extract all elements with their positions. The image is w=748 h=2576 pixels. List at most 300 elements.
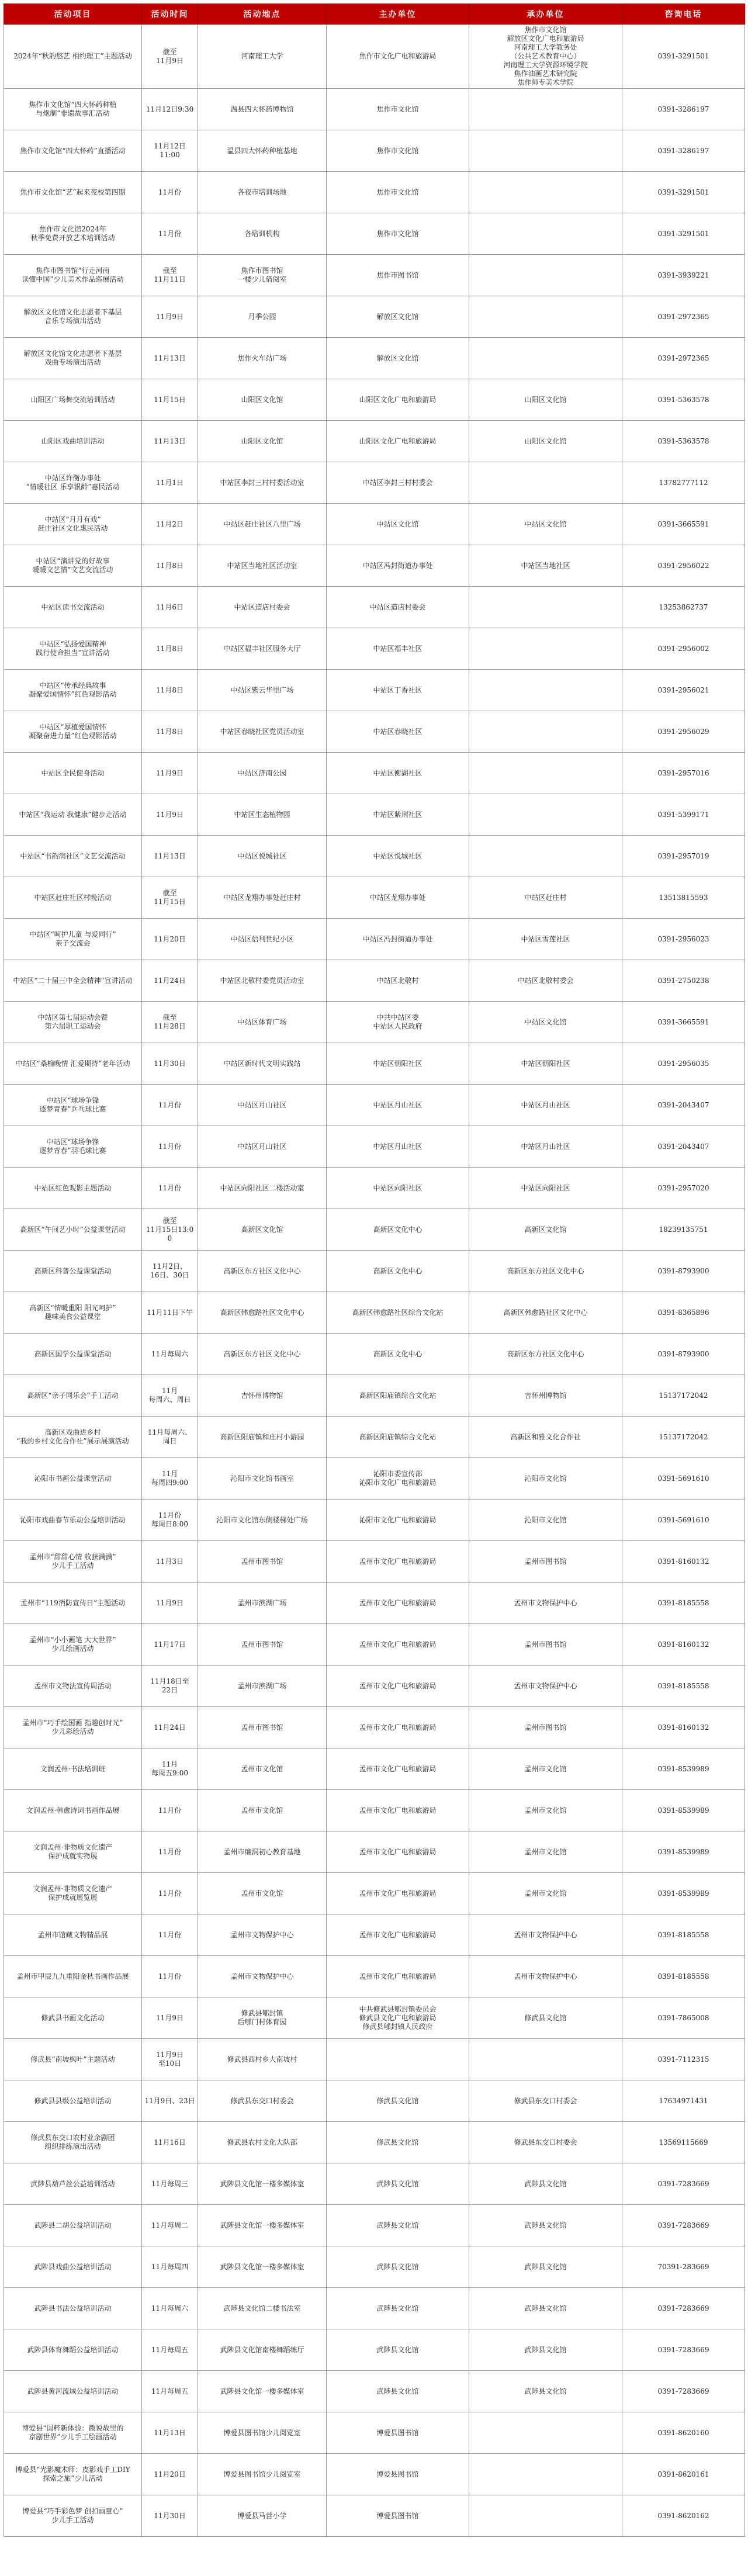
cell-time: 11月2日、 16日、30日 [142,1251,198,1292]
table-row [4,2454,745,2495]
cell-phone: 0391-5399171 [622,794,745,836]
cell-phone: 0391-3286197 [622,130,745,172]
cell-time: 11月13日 [142,338,198,379]
cell-undertaker [469,213,622,255]
cell-time: 11月6日 [142,587,198,628]
cell-location: 博爱县马营小学 [198,2495,327,2537]
cell-location: 中站区悦城社区 [198,836,327,877]
cell-activity: 武陟县体育舞蹈公益培训活动 [4,2329,142,2371]
table-row [4,89,745,130]
cell-undertaker [469,255,622,296]
table-row [4,1458,745,1500]
cell-undertaker: 修武县文化馆 [469,1997,622,2039]
cell-undertaker: 中站区向阳社区 [469,1168,622,1209]
cell-activity: 孟州市文物法宣传周活动 [4,1666,142,1707]
cell-phone: 0391-3291501 [622,213,745,255]
cell-location: 中站区当地社区活动室 [198,545,327,587]
table-row [4,296,745,338]
table-row [4,2246,745,2288]
cell-phone: 0391-5691610 [622,1458,745,1500]
cell-undertaker: 高新区东方社区文化中心 [469,1334,622,1375]
cell-phone: 0391-8620160 [622,2412,745,2454]
cell-location: 温县四大怀药种植基地 [198,130,327,172]
table-row [4,1126,745,1168]
table-row [4,1914,745,1956]
cell-undertaker: 孟州市文物保护中心 [469,1666,622,1707]
cell-phone: 0391-8539989 [622,1749,745,1790]
cell-location: 孟州市滨湖广场 [198,1666,327,1707]
cell-phone: 0391-8160132 [622,1541,745,1583]
cell-organizer: 中站区悦城社区 [327,836,469,877]
cell-organizer: 修武县文化馆 [327,2122,469,2163]
cell-organizer: 高新区阳庙镇综合文化站 [327,1375,469,1417]
table-row [4,2080,745,2122]
cell-location: 修武县东交口村委会 [198,2080,327,2122]
cell-activity: 中站区许衡办事处 “情暖社区 乐享银龄”惠民活动 [4,462,142,504]
cell-organizer: 中站区文化馆 [327,504,469,545]
cell-location: 中站区信利世纪小区 [198,919,327,960]
cell-organizer: 孟州市文化广电和旅游局 [327,1914,469,1956]
cell-location: 高新区阳庙镇和庄村小游园 [198,1417,327,1458]
cell-location: 高新区韩愈路社区文化中心 [198,1292,327,1334]
cell-activity: 高新区科普公益课堂活动 [4,1251,142,1292]
table-row [4,794,745,836]
cell-organizer: 武陟县文化馆 [327,2205,469,2246]
table-row [4,1002,745,1043]
cell-location: 中站区新时代文明实践站 [198,1043,327,1085]
cell-activity: 文润孟州·非物质文化遗产 保护成就实物展 [4,1831,142,1873]
cell-time: 截至 11月28日 [142,1002,198,1043]
header-organizer: 主办单位 [327,4,469,25]
cell-activity: 中站区“演讲党的好故事 暖暖文艺情”文艺交流活动 [4,545,142,587]
cell-location: 中站区李封三村村委活动室 [198,462,327,504]
cell-activity: 文润孟州·非物质文化遗产 保护成就展览展 [4,1873,142,1914]
cell-time: 11月15日 [142,379,198,421]
cell-time: 11月9日 至10日 [142,2039,198,2080]
cell-location: 中站区月山社区 [198,1126,327,1168]
cell-activity: 中站区“桑榆晚情 汇爱期待”老年活动 [4,1043,142,1085]
cell-activity: 山阳区广场舞交流培训活动 [4,379,142,421]
cell-activity: 中站区“球场争锋 逐梦青春”羽毛球比赛 [4,1126,142,1168]
cell-organizer: 高新区文化中心 [327,1209,469,1251]
cell-time: 11月每周三 [142,2163,198,2205]
cell-undertaker [469,753,622,794]
table-row [4,2412,745,2454]
cell-phone: 0391-8793900 [622,1251,745,1292]
cell-activity: 中站区“二十届三中全会精神”宣讲活动 [4,960,142,1002]
cell-time: 11月 每周六、周日 [142,1375,198,1417]
cell-undertaker: 武陟县文化馆 [469,2163,622,2205]
cell-activity: 修武县县级公益培训活动 [4,2080,142,2122]
header-location: 活动地点 [198,4,327,25]
cell-undertaker: 孟州市文化馆 [469,1790,622,1831]
cell-phone: 15137172042 [622,1417,745,1458]
cell-phone: 0391-8539989 [622,1873,745,1914]
cell-activity: 修武县东交口农村业余剧团 组织排练演出活动 [4,2122,142,2163]
cell-organizer: 中站区春晓社区 [327,711,469,753]
cell-organizer: 高新区文化中心 [327,1334,469,1375]
cell-phone: 0391-7283669 [622,2329,745,2371]
cell-time: 11月每周六 [142,2288,198,2329]
cell-time: 11月8日 [142,628,198,670]
cell-activity: 武陟县黄河流域公益培训活动 [4,2371,142,2412]
table-row [4,504,745,545]
cell-organizer: 孟州市文化广电和旅游局 [327,1831,469,1873]
cell-undertaker [469,670,622,711]
cell-undertaker [469,836,622,877]
cell-location: 武陟县文化馆一楼多媒体室 [198,2163,327,2205]
cell-phone: 0391-5363578 [622,421,745,462]
cell-activity: 解放区文化馆文化志愿者下基层 音乐专场演出活动 [4,296,142,338]
cell-organizer: 武陟县文化馆 [327,2246,469,2288]
cell-activity: 焦作市文化馆“四大怀药种植 与炮制”非遗故事汇活动 [4,89,142,130]
cell-activity: 焦作市图书馆“行走河南 读懂中国”少儿美术作品巡展活动 [4,255,142,296]
table-row [4,1956,745,1997]
cell-location: 中站区赶庄社区八里广场 [198,504,327,545]
cell-location: 修武县农村文化大队部 [198,2122,327,2163]
table-row [4,2163,745,2205]
cell-organizer: 焦作市文化馆 [327,130,469,172]
cell-time: 11月20日 [142,2454,198,2495]
cell-location: 孟州市图书馆 [198,1541,327,1583]
cell-time: 11月份 [142,172,198,213]
cell-undertaker: 武陟县文化馆 [469,2329,622,2371]
cell-activity: 中站区红色观影主题活动 [4,1168,142,1209]
cell-phone: 0391-7283669 [622,2371,745,2412]
cell-organizer: 解放区文化馆 [327,338,469,379]
cell-activity: 孟州市“小小画笔 大大世界” 少儿绘画活动 [4,1624,142,1666]
table-row [4,462,745,504]
cell-activity: 中站区第七届运动会暨 第六届职工运动会 [4,1002,142,1043]
cell-organizer: 焦作市文化馆 [327,172,469,213]
cell-time: 11月份 [142,1831,198,1873]
cell-organizer: 中站区月山社区 [327,1085,469,1126]
table-row [4,1624,745,1666]
cell-undertaker: 孟州市文物保护中心 [469,1914,622,1956]
cell-location: 中站区向阳社区二楼活动室 [198,1168,327,1209]
cell-undertaker [469,89,622,130]
cell-undertaker: 武陟县文化馆 [469,2205,622,2246]
cell-activity: 高新区国学公益课堂活动 [4,1334,142,1375]
table-row [4,1375,745,1417]
cell-phone: 0391-3939221 [622,255,745,296]
cell-activity: 博爱县“巧手彩色梦 创扣画童心” 少儿手工活动 [4,2495,142,2537]
cell-undertaker: 吉怀州博物馆 [469,1375,622,1417]
cell-undertaker: 中站区当地社区 [469,545,622,587]
cell-organizer: 中站区向阳社区 [327,1168,469,1209]
cell-time: 11月份 [142,1790,198,1831]
cell-activity: 文润孟州·韩愈诗词书画作品展 [4,1790,142,1831]
cell-activity: 高新区“亲子同乐会”手工活动 [4,1375,142,1417]
cell-time: 11月24日 [142,1707,198,1749]
table-row [4,1749,745,1790]
cell-time: 11月份 [142,1873,198,1914]
table-row [4,1334,745,1375]
cell-time: 11月12日9:30 [142,89,198,130]
table-row [4,1500,745,1541]
cell-time: 截至 11月9日 [142,25,198,89]
cell-phone: 0391-2957019 [622,836,745,877]
table-body [4,25,745,2537]
cell-location: 中站区体育广场 [198,1002,327,1043]
table-row [4,1707,745,1749]
table-row [4,836,745,877]
cell-activity: 沁阳市戏曲春节乐动公益培训活动 [4,1500,142,1541]
cell-organizer: 中站区造店村委会 [327,587,469,628]
cell-phone: 0391-8185558 [622,1583,745,1624]
cell-time: 11月8日 [142,670,198,711]
cell-phone: 13253862737 [622,587,745,628]
cell-activity: 中站区读书交流活动 [4,587,142,628]
table-row [4,1043,745,1085]
cell-organizer: 博爱县图书馆 [327,2454,469,2495]
table-row [4,213,745,255]
cell-phone: 70391-283669 [622,2246,745,2288]
cell-time: 截至 11月15日 [142,877,198,919]
cell-organizer: 孟州市文化广电和旅游局 [327,1956,469,1997]
cell-location: 武陟县文化馆一楼多媒体室 [198,2371,327,2412]
cell-phone: 0391-8160132 [622,1624,745,1666]
cell-organizer: 孟州市文化广电和旅游局 [327,1790,469,1831]
cell-phone: 0391-2972365 [622,338,745,379]
cell-location: 沁阳市文化馆东侧楼梯处广场 [198,1500,327,1541]
table-row [4,1873,745,1914]
cell-undertaker: 中站区北敬村委会 [469,960,622,1002]
cell-phone: 0391-2972365 [622,296,745,338]
cell-time: 截至 11月15日13:00 [142,1209,198,1251]
table-row [4,1085,745,1126]
cell-activity: 博爱县“光影魔术师：皮影戏手工DIY 探索之旅”少儿活动 [4,2454,142,2495]
cell-undertaker [469,2454,622,2495]
cell-location: 中站区月山社区 [198,1085,327,1126]
cell-activity: 中站区“呵护儿童 与爱同行” 亲子交流会 [4,919,142,960]
cell-phone: 0391-2956029 [622,711,745,753]
cell-phone: 0391-2750238 [622,960,745,1002]
activity-sheet [4,4,744,2537]
cell-activity: 沁阳市书画公益课堂活动 [4,1458,142,1500]
table-row [4,1541,745,1583]
table-row [4,1997,745,2039]
cell-phone: 0391-7283669 [622,2205,745,2246]
cell-undertaker: 孟州市文化馆 [469,1749,622,1790]
cell-time: 11月13日 [142,421,198,462]
cell-organizer: 孟州市文化广电和旅游局 [327,1666,469,1707]
cell-organizer: 中站区丁香社区 [327,670,469,711]
cell-time: 11月13日 [142,2412,198,2454]
cell-organizer: 沁阳市委宣传部 沁阳市文化广电和旅游局 [327,1458,469,1500]
cell-location: 孟州市图书馆 [198,1624,327,1666]
cell-time: 11月30日 [142,1043,198,1085]
cell-activity: 中站区全民健身活动 [4,753,142,794]
cell-organizer: 中站区李封三村村委会 [327,462,469,504]
cell-phone: 0391-5691610 [622,1500,745,1541]
table-row [4,2495,745,2537]
table-row [4,379,745,421]
cell-phone: 13782777112 [622,462,745,504]
cell-time: 11月3日 [142,1541,198,1583]
cell-activity: 中站区“我运动 我健康”健步走活动 [4,794,142,836]
cell-location: 博爱县图书馆少儿阅览室 [198,2454,327,2495]
cell-organizer: 山阳区文化广电和旅游局 [327,379,469,421]
cell-undertaker: 中站区赶庄村 [469,877,622,919]
cell-activity: 焦作市文化馆“四大怀药”直播活动 [4,130,142,172]
cell-time: 11月13日 [142,836,198,877]
cell-phone: 0391-8620161 [622,2454,745,2495]
cell-phone: 0391-2956002 [622,628,745,670]
cell-undertaker: 中站区文化馆 [469,504,622,545]
cell-organizer: 中站区月山社区 [327,1126,469,1168]
table-row [4,587,745,628]
cell-organizer: 中站区福丰社区 [327,628,469,670]
cell-undertaker [469,2495,622,2537]
cell-organizer: 中站区北敬村 [327,960,469,1002]
cell-undertaker: 武陟县文化馆 [469,2288,622,2329]
cell-undertaker: 中站区文化馆 [469,1002,622,1043]
cell-undertaker: 孟州市图书馆 [469,1707,622,1749]
cell-time: 11月11日下午 [142,1292,198,1334]
cell-location: 中站区龙翔办事处赶庄村 [198,877,327,919]
table-row [4,753,745,794]
cell-activity: 高新区“情暖重阳 阳光呵护” 趣味美食公益课堂 [4,1292,142,1334]
cell-undertaker: 修武县东交口村委会 [469,2080,622,2122]
cell-activity: 博爱县“国粹新体验：微说故里的 京剧世界”少儿手工绘画活动 [4,2412,142,2454]
cell-activity: 中站区“厚植爱国情怀 凝聚奋进力量”红色观影活动 [4,711,142,753]
cell-location: 孟州市文物保护中心 [198,1956,327,1997]
cell-undertaker: 山阳区文化馆 [469,421,622,462]
cell-time: 11月每周二 [142,2205,198,2246]
cell-undertaker [469,2039,622,2080]
cell-location: 修武县西村乡大南坡村 [198,2039,327,2080]
cell-activity: 2024年“秋韵悠艺 相约理工”主题活动 [4,25,142,89]
table-row [4,172,745,213]
table-row [4,2039,745,2080]
cell-undertaker: 山阳区文化馆 [469,379,622,421]
cell-phone: 0391-2956022 [622,545,745,587]
cell-time: 11月每周六 [142,1334,198,1375]
cell-organizer: 中共修武县郇封镇委员会 修武县文化广电和旅游局 修武县郇封镇人民政府 [327,1997,469,2039]
cell-activity: 孟州市馆藏文物精品展 [4,1914,142,1956]
table-row [4,628,745,670]
cell-time: 11月份 [142,1085,198,1126]
activity-table [4,4,745,2537]
table-row [4,711,745,753]
cell-activity: 孟州市“119消防宣传日”主题活动 [4,1583,142,1624]
cell-undertaker: 中站区月山社区 [469,1085,622,1126]
cell-organizer: 中站区朝阳社区 [327,1043,469,1085]
table-row [4,960,745,1002]
cell-activity: 中站区“球场争锋 逐梦青春”乒乓球比赛 [4,1085,142,1126]
cell-location: 武陟县文化馆一楼多媒体室 [198,2205,327,2246]
cell-time: 截至 11月11日 [142,255,198,296]
cell-activity: 焦作市文化馆“艺”起来夜校第四期 [4,172,142,213]
table-row [4,670,745,711]
cell-undertaker [469,172,622,213]
cell-undertaker: 高新区东方社区文化中心 [469,1251,622,1292]
cell-location: 山阳区文化馆 [198,379,327,421]
cell-activity: 焦作市文化馆2024年 秋季免费开放艺术培训活动 [4,213,142,255]
cell-phone: 0391-2043407 [622,1085,745,1126]
header-undertaker: 承办单位 [469,4,622,25]
cell-organizer: 中站区冯封街道办事处 [327,919,469,960]
cell-location: 高新区文化馆 [198,1209,327,1251]
cell-activity: 武陟县葫芦丝公益培训活动 [4,2163,142,2205]
cell-phone: 0391-3665591 [622,1002,745,1043]
cell-location: 武陟县文化馆二楼书法室 [198,2288,327,2329]
cell-activity: 高新区戏曲进乡村 “我的乡村文化合作社”展示展演活动 [4,1417,142,1458]
table-row [4,2288,745,2329]
table-row [4,1417,745,1458]
cell-phone: 0391-5363578 [622,379,745,421]
cell-location: 中站区济南公园 [198,753,327,794]
cell-undertaker: 孟州市文物保护中心 [469,1956,622,1997]
cell-location: 孟州市文化馆 [198,1873,327,1914]
table-row [4,2371,745,2412]
cell-undertaker: 沁阳市文化馆 [469,1458,622,1500]
cell-phone: 0391-8539989 [622,1831,745,1873]
cell-undertaker: 焦作市文化馆 解放区文化广电和旅游局 河南理工大学教务处 （公共艺术教育中心） 河南理工大学资源环境学院 焦作油画艺术研究院 焦作师专美术学院 [469,25,622,89]
cell-time: 11月份 [142,1914,198,1956]
cell-time: 11月8日 [142,545,198,587]
cell-location: 焦作火车站广场 [198,338,327,379]
cell-organizer: 武陟县文化馆 [327,2371,469,2412]
cell-location: 中站区春晓社区党员活动室 [198,711,327,753]
cell-phone: 0391-2957016 [622,753,745,794]
cell-phone: 13569115669 [622,2122,745,2163]
cell-time: 11月12日 11:00 [142,130,198,172]
table-row [4,1168,745,1209]
table-row [4,919,745,960]
cell-phone: 0391-7283669 [622,2163,745,2205]
cell-phone: 0391-3291501 [622,25,745,89]
cell-undertaker [469,296,622,338]
cell-time: 11月份 [142,213,198,255]
cell-activity: 解放区文化馆文化志愿者下基层 戏曲专场演出活动 [4,338,142,379]
cell-time: 11月份 [142,1126,198,1168]
cell-time: 11月30日 [142,2495,198,2537]
cell-undertaker [469,2412,622,2454]
cell-time: 11月每周五 [142,2329,198,2371]
table-row [4,1790,745,1831]
cell-activity: 修武县“南坡枫叶”主题活动 [4,2039,142,2080]
cell-organizer: 沁阳市文化广电和旅游局 [327,1500,469,1541]
cell-location: 中站区福丰社区服务大厅 [198,628,327,670]
cell-time: 11月每周四 [142,2246,198,2288]
cell-time: 11月份 每周日8:00 [142,1500,198,1541]
cell-organizer: 中站区龙翔办事处 [327,877,469,919]
cell-time: 11月18日至 22日 [142,1666,198,1707]
cell-location: 温县四大怀药博物馆 [198,89,327,130]
cell-location: 沁阳市文化馆书画室 [198,1458,327,1500]
cell-phone: 18239135751 [622,1209,745,1251]
cell-phone: 0391-2043407 [622,1126,745,1168]
cell-location: 焦作市图书馆 一楼少儿借阅室 [198,255,327,296]
cell-phone: 0391-3291501 [622,172,745,213]
cell-time: 11月20日 [142,919,198,960]
cell-undertaker: 沁阳市文化馆 [469,1500,622,1541]
header-phone: 咨询电话 [622,4,745,25]
cell-undertaker [469,628,622,670]
cell-phone: 0391-8185558 [622,1666,745,1707]
table-row [4,255,745,296]
cell-phone: 0391-2956023 [622,919,745,960]
cell-time: 11月份 [142,1168,198,1209]
cell-phone: 17634971431 [622,2080,745,2122]
table-row [4,1583,745,1624]
cell-time: 11月9日 [142,753,198,794]
cell-phone: 0391-8185558 [622,1956,745,1997]
cell-undertaker: 修武县东交口村委会 [469,2122,622,2163]
cell-location: 高新区东方社区文化中心 [198,1251,327,1292]
